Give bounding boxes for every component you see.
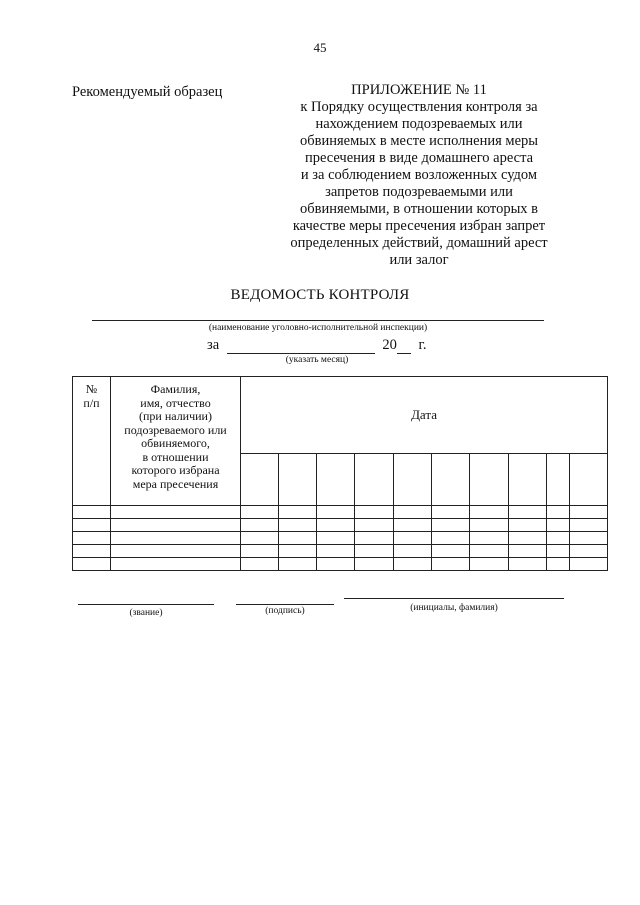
table-cell: [111, 519, 241, 532]
table-cell: [470, 506, 509, 519]
table-cell: [432, 532, 470, 545]
date-cell: [317, 454, 355, 506]
table-row: [73, 532, 608, 545]
appendix-block: [270, 82, 568, 269]
header-full-name: [111, 377, 241, 506]
appendix-line: или залог: [389, 252, 449, 268]
header-name-line: (при наличии): [139, 409, 212, 423]
table-cell: [73, 532, 111, 545]
rank-caption: (звание): [129, 608, 163, 618]
table-cell: [111, 558, 241, 571]
table-cell: [570, 545, 608, 558]
table-cell: [241, 506, 279, 519]
period-row: [207, 337, 426, 354]
table-cell: [241, 558, 279, 571]
table-row: [73, 519, 608, 532]
table-cell: [279, 558, 317, 571]
table-cell: [279, 545, 317, 558]
table-cell: [241, 545, 279, 558]
header-name-line: имя, отчество: [140, 395, 211, 410]
appendix-line: и за соблюдением возложенных судом: [300, 167, 538, 183]
table-cell: [279, 506, 317, 519]
table-cell: [317, 558, 355, 571]
table-cell: [432, 519, 470, 532]
table-cell: [394, 532, 432, 545]
document-title: ВЕДОМОСТЬ КОНТРОЛЯ: [230, 287, 410, 303]
signature-line: [236, 604, 334, 605]
table-cell: [111, 545, 241, 558]
table-cell: [570, 519, 608, 532]
initials-line: [344, 598, 564, 599]
table-cell: [547, 519, 570, 532]
table-cell: [394, 519, 432, 532]
date-cell: [432, 454, 470, 506]
date-cell: [279, 454, 317, 506]
table-row: [73, 558, 608, 571]
table-cell: [547, 558, 570, 571]
table-cell: [547, 532, 570, 545]
table-cell: [570, 506, 608, 519]
table-row: [73, 545, 608, 558]
table-cell: [570, 532, 608, 545]
appendix-line: нахождением подозреваемых или: [315, 116, 523, 132]
table-cell: [509, 545, 547, 558]
table-cell: [111, 506, 241, 519]
month-caption: (указать месяц): [285, 355, 349, 365]
table-cell: [111, 532, 241, 545]
table-cell: [355, 519, 394, 532]
header-name-line: подозреваемого или: [124, 422, 227, 437]
date-cell: [241, 454, 279, 506]
table-cell: [470, 519, 509, 532]
table-cell: [355, 532, 394, 545]
header-name-line: в отношении: [142, 449, 209, 464]
appendix-line: пресечения в виде домашнего ареста: [304, 150, 534, 166]
appendix-line: определенных действий, домашний арест: [290, 235, 548, 251]
table-row: [73, 506, 608, 519]
month-blank-line: [227, 339, 375, 354]
inspection-caption: (наименование уголовно-исполнительной инспекции): [208, 323, 428, 333]
date-cell: [570, 454, 608, 506]
recommended-sample-label: Рекомендуемый образец: [72, 84, 223, 100]
table-cell: [355, 545, 394, 558]
appendix-line: обвиняемых в месте исполнения меры: [299, 133, 539, 149]
signature-caption: (подпись): [265, 606, 305, 616]
table-cell: [570, 558, 608, 571]
table-cell: [241, 532, 279, 545]
header-name-line: обвиняемого,: [141, 436, 210, 450]
table-cell: [470, 532, 509, 545]
table-cell: [279, 532, 317, 545]
control-table: [72, 376, 608, 571]
table-cell: [394, 558, 432, 571]
table-cell: [279, 519, 317, 532]
table-cell: [470, 558, 509, 571]
table-cell: [432, 545, 470, 558]
table-cell: [317, 545, 355, 558]
header-number-line: п/п: [83, 395, 100, 410]
date-cell: [547, 454, 570, 506]
header-name-line: мера пресечения: [132, 476, 219, 491]
header-name-line: Фамилия,: [150, 382, 201, 396]
date-cell: [470, 454, 509, 506]
period-prefix: за: [207, 337, 220, 353]
table-cell: [394, 545, 432, 558]
table-cell: [470, 545, 509, 558]
initials-caption: (инициалы, фамилия): [410, 603, 498, 613]
table-cell: [547, 506, 570, 519]
table-cell: [73, 506, 111, 519]
table-cell: [355, 506, 394, 519]
table-cell: [394, 506, 432, 519]
date-cell: [509, 454, 547, 506]
appendix-line: запретов подозреваемыми или: [325, 184, 513, 200]
inspection-name-line: [92, 320, 544, 321]
table-cell: [317, 519, 355, 532]
table-cell: [317, 506, 355, 519]
table-cell: [509, 506, 547, 519]
year-suffix: г.: [418, 337, 427, 353]
rank-line: [78, 604, 214, 605]
year-blank-line: [397, 339, 411, 354]
table-cell: [432, 558, 470, 571]
table-cell: [509, 532, 547, 545]
header-number: [73, 377, 111, 506]
table-cell: [432, 506, 470, 519]
appendix-line: обвиняемыми, в отношении которых в: [299, 201, 539, 217]
table-cell: [355, 558, 394, 571]
year-prefix: 20: [382, 337, 397, 353]
table-cell: [317, 532, 355, 545]
date-cell: [394, 454, 432, 506]
appendix-line: качестве меры пресечения избран запрет: [292, 218, 546, 234]
appendix-line: к Порядку осуществления контроля за: [300, 99, 538, 115]
table-cell: [509, 519, 547, 532]
table-cell: [73, 519, 111, 532]
header-number-line: №: [85, 382, 98, 396]
date-cell: [355, 454, 394, 506]
table-cell: [73, 558, 111, 571]
page-number: 45: [313, 40, 327, 55]
appendix-title: ПРИЛОЖЕНИЕ № 11: [351, 82, 487, 98]
table-cell: [509, 558, 547, 571]
header-date: Дата: [241, 377, 608, 454]
table-cell: [547, 545, 570, 558]
table-cell: [241, 519, 279, 532]
table-cell: [73, 545, 111, 558]
header-name-line: которого избрана: [131, 463, 220, 477]
